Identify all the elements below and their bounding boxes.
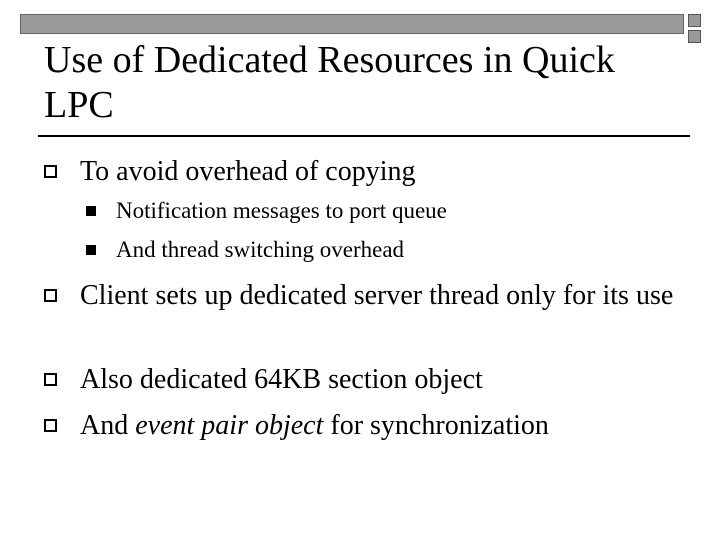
- sub-bullet-1-text: Notification messages to port queue: [116, 198, 447, 223]
- slide-title: Use of Dedicated Resources in Quick LPC: [44, 39, 615, 126]
- corner-square-top: [688, 14, 701, 27]
- bullet-4-text: [80, 408, 690, 444]
- title-divider: [38, 135, 690, 137]
- bullet-4-text-end: for synchronization: [323, 410, 549, 441]
- hollow-square-bullet-icon: [44, 289, 57, 302]
- hollow-square-bullet-icon: [44, 419, 57, 432]
- bullet-3-text: Also dedicated 64KB section object: [80, 364, 483, 395]
- sub-bullet-2-text: And thread switching overhead: [116, 237, 405, 262]
- bullet-2-text: Client sets up dedicated server thread only for its use: [80, 280, 674, 311]
- hollow-square-bullet-icon: [44, 165, 57, 178]
- bullet-1-text: To avoid overhead of copying: [80, 156, 416, 187]
- solid-square-bullet-icon: [86, 206, 96, 216]
- bullet-4-text-start: And: [80, 410, 136, 441]
- hollow-square-bullet-icon: [44, 373, 57, 386]
- solid-square-bullet-icon: [86, 245, 96, 255]
- bullet-4-italic-term: event pair object: [135, 410, 324, 441]
- corner-square-bottom: [688, 30, 701, 43]
- top-decorative-bar: [20, 14, 684, 34]
